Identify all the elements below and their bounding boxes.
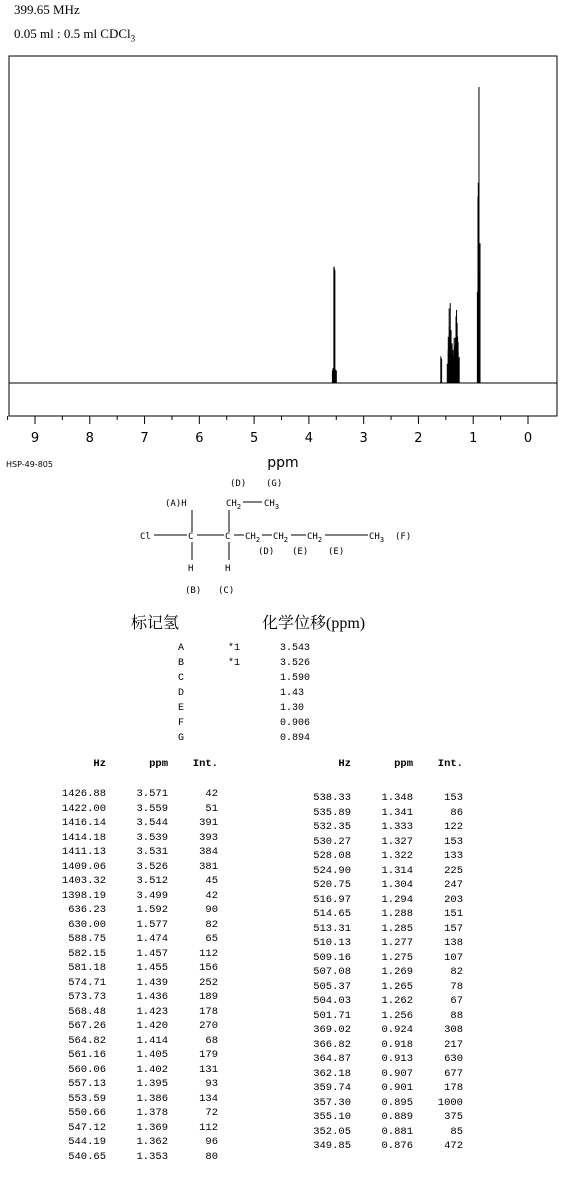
cell-hz: 352.05	[313, 1125, 351, 1138]
cell-hz: 1426.88	[61, 788, 106, 800]
cell-hz: 538.33	[313, 792, 351, 804]
shift-header: 化学位移(ppm)	[262, 615, 366, 632]
table-row	[48, 991, 218, 1006]
cell-ppm: 0.901	[381, 1082, 413, 1094]
cell-hz: 514.65	[313, 908, 351, 920]
cell-int: 677	[444, 1067, 463, 1080]
cell-ppm: 1.577	[136, 918, 168, 931]
table-row	[293, 995, 463, 1010]
table-row	[293, 1126, 463, 1141]
table-row	[48, 846, 218, 861]
cell-ppm: 3.571	[136, 788, 168, 800]
cell-ppm: 1.256	[381, 1009, 413, 1022]
tick-label: 2	[414, 431, 423, 446]
table-row	[48, 933, 218, 948]
cell-int: 156	[199, 962, 218, 974]
cell-int: 122	[444, 821, 463, 833]
table-row	[293, 1082, 463, 1097]
ch2-c: $CH_2$	[307, 532, 323, 544]
cell-ppm: 1.592	[136, 904, 168, 916]
table-row	[48, 890, 218, 905]
cell-int: 384	[199, 846, 218, 858]
cell-hz: 636.23	[68, 904, 106, 916]
cell-hz: 561.16	[68, 1049, 106, 1061]
cell-ppm: 1.262	[381, 995, 413, 1007]
table-row	[293, 1111, 463, 1126]
shift-note: *1	[228, 658, 241, 669]
cell-hz: 507.08	[313, 966, 351, 978]
ch2-top: $CH_2$	[226, 499, 242, 511]
cell-int: 247	[444, 879, 463, 891]
table-row	[48, 861, 218, 876]
cell-ppm: 1.436	[136, 991, 168, 1003]
shift-row	[178, 656, 350, 671]
tick-label: 1	[469, 431, 478, 446]
peak-marks	[332, 87, 480, 383]
table-row	[293, 879, 463, 894]
cell-int: 153	[444, 792, 463, 804]
shift-value: 3.526	[280, 658, 311, 669]
cell-int: 252	[199, 976, 218, 989]
cell-ppm: 0.881	[381, 1125, 413, 1138]
cell-hz: 544.19	[68, 1136, 106, 1148]
table-row	[48, 1093, 218, 1108]
shift-note	[228, 701, 280, 716]
shift-label: F	[178, 718, 185, 729]
cell-hz: 513.31	[313, 922, 351, 935]
chlorine: Cl	[140, 532, 151, 542]
shift-label: E	[178, 703, 185, 714]
tick-label: 6	[195, 431, 204, 446]
cell-int: 67	[450, 995, 463, 1007]
cell-int: 134	[199, 1092, 218, 1105]
cell-ppm: 1.455	[136, 962, 168, 974]
cell-hz: 582.15	[68, 947, 106, 960]
ch2-b: $CH_2$	[273, 532, 289, 544]
tick-label: 9	[30, 431, 40, 446]
cell-ppm: 1.386	[136, 1092, 168, 1105]
table-row	[293, 894, 463, 909]
cell-hz: 364.87	[313, 1053, 351, 1065]
table-row	[48, 832, 218, 847]
table-row	[48, 904, 218, 919]
h-bottom-1: H	[188, 564, 194, 574]
cell-ppm: 0.924	[381, 1024, 413, 1036]
shift-row	[178, 671, 350, 686]
shift-row	[178, 731, 350, 746]
table-row	[48, 1078, 218, 1093]
header-ppm: ppm	[149, 758, 168, 770]
shift-note	[228, 686, 280, 701]
cell-hz: 516.97	[313, 893, 351, 906]
shift-note	[228, 716, 280, 731]
cell-int: 178	[199, 1005, 218, 1018]
cell-int: 82	[205, 918, 218, 931]
table-row	[293, 937, 463, 952]
nmr-spectrum-chart	[0, 50, 570, 472]
cell-int: 308	[444, 1024, 463, 1036]
cell-int: 138	[444, 937, 463, 949]
cell-hz: 504.03	[313, 995, 351, 1007]
cell-hz: 349.85	[313, 1140, 351, 1152]
table-row	[48, 1064, 218, 1079]
table-row	[48, 962, 218, 977]
cell-int: 178	[444, 1082, 463, 1094]
cell-hz: 366.82	[313, 1038, 351, 1051]
shift-row	[178, 701, 350, 716]
cell-ppm: 1.265	[381, 980, 413, 993]
shift-value: 1.30	[280, 703, 305, 714]
cell-int: 1000	[437, 1096, 463, 1109]
ch3-end: $CH_3$	[369, 532, 385, 544]
cell-ppm: 1.405	[136, 1049, 168, 1061]
cell-int: 90	[205, 904, 218, 916]
x-axis-label: ppm	[267, 455, 299, 471]
cell-hz: 564.82	[68, 1034, 106, 1047]
table-row	[293, 836, 463, 851]
cell-ppm: 1.341	[381, 806, 413, 819]
cell-hz: 567.26	[68, 1020, 106, 1032]
cell-int: 630	[444, 1053, 463, 1065]
cell-int: 65	[205, 933, 218, 945]
cell-ppm: 1.294	[381, 893, 413, 906]
cell-ppm: 1.327	[381, 835, 413, 848]
tick-label: 4	[304, 431, 314, 446]
cell-int: 42	[205, 889, 218, 902]
table-row	[293, 1053, 463, 1068]
table-row	[48, 875, 218, 890]
table-row	[293, 1024, 463, 1039]
cell-ppm: 1.474	[136, 933, 168, 945]
cell-hz: 355.10	[313, 1111, 351, 1123]
cell-ppm: 1.277	[381, 937, 413, 949]
table-row	[293, 1140, 463, 1155]
shift-note	[228, 731, 280, 746]
table-row	[293, 865, 463, 880]
cell-hz: 535.89	[313, 806, 351, 819]
cell-ppm: 0.889	[381, 1111, 413, 1123]
cell-int: 85	[450, 1125, 463, 1138]
cell-int: 93	[205, 1078, 218, 1090]
cell-int: 112	[199, 1121, 218, 1134]
table-row	[293, 1068, 463, 1083]
spectrometer-frequency: 399.65 MHz	[14, 2, 80, 17]
cell-int: 82	[450, 966, 463, 978]
cell-hz: 588.75	[68, 933, 106, 945]
cell-ppm: 1.348	[381, 792, 413, 804]
cell-int: 203	[444, 893, 463, 906]
label-f: (F)	[395, 532, 412, 542]
carbon-1: C	[188, 532, 194, 542]
cell-hz: 501.71	[313, 1009, 351, 1022]
cell-hz: 1409.06	[61, 860, 106, 873]
label-e-2: (E)	[328, 547, 345, 557]
cell-int: 381	[199, 860, 218, 873]
shift-value: 1.590	[280, 673, 311, 684]
cell-hz: 532.35	[313, 821, 351, 833]
table-row	[293, 1039, 463, 1054]
cell-int: 68	[205, 1034, 218, 1047]
table-row	[48, 1020, 218, 1035]
peak-table-header	[48, 758, 218, 778]
header-ppm: ppm	[394, 758, 413, 770]
shift-note	[228, 671, 280, 686]
shift-value: 1.43	[280, 688, 305, 699]
cell-hz: 540.65	[68, 1150, 106, 1163]
table-row	[48, 1107, 218, 1122]
cell-hz: 573.73	[68, 991, 106, 1003]
cell-hz: 630.00	[68, 918, 106, 931]
cell-hz: 574.71	[68, 976, 106, 989]
cell-hz: 1411.13	[61, 846, 106, 858]
cell-ppm: 3.539	[136, 831, 168, 844]
cell-hz: 547.12	[68, 1121, 106, 1134]
cell-ppm: 1.423	[136, 1005, 168, 1018]
cell-ppm: 1.304	[381, 879, 413, 891]
label-g-top: (G)	[266, 479, 283, 489]
cell-hz: 359.74	[313, 1082, 351, 1094]
cell-int: 88	[450, 1009, 463, 1022]
cell-ppm: 1.269	[381, 966, 413, 978]
cell-int: 51	[205, 802, 218, 815]
cell-ppm: 3.512	[136, 875, 168, 887]
cell-ppm: 0.876	[381, 1140, 413, 1152]
shift-note: *1	[228, 643, 241, 654]
cell-ppm: 1.275	[381, 951, 413, 964]
table-row	[293, 792, 463, 807]
cell-int: 157	[444, 922, 463, 935]
cell-hz: 1398.19	[61, 889, 106, 902]
cell-int: 86	[450, 806, 463, 819]
cell-ppm: 0.895	[381, 1096, 413, 1109]
cell-int: 45	[205, 875, 218, 887]
cell-int: 472	[444, 1140, 463, 1152]
cell-int: 375	[444, 1111, 463, 1123]
x-axis-tick-labels	[31, 431, 532, 446]
cell-int: 151	[444, 908, 463, 920]
table-row	[293, 981, 463, 996]
table-row	[293, 908, 463, 923]
cell-hz: 509.16	[313, 951, 351, 964]
label-a: (A)H	[165, 499, 187, 509]
cell-hz: 1416.14	[61, 817, 106, 829]
sample-subscript: 3	[130, 33, 136, 44]
cell-hz: 528.08	[313, 850, 351, 862]
cell-ppm: 1.369	[136, 1121, 168, 1134]
table-row	[48, 977, 218, 992]
label-d-top: (D)	[230, 479, 247, 489]
h-bottom-2: H	[225, 564, 231, 574]
peak-table-left	[48, 758, 218, 1165]
cell-ppm: 1.457	[136, 947, 168, 960]
cell-hz: 568.48	[68, 1005, 106, 1018]
cell-hz: 362.18	[313, 1067, 351, 1080]
header-int: Int.	[192, 758, 218, 770]
table-row	[48, 1035, 218, 1050]
table-row	[293, 1010, 463, 1025]
label-c: (C)	[218, 586, 235, 596]
label-d-mid: (D)	[258, 547, 275, 557]
cell-ppm: 1.439	[136, 976, 168, 989]
cell-int: 133	[444, 850, 463, 862]
cell-hz: 1403.32	[61, 875, 106, 887]
table-row	[293, 966, 463, 981]
tick-label: 8	[85, 431, 94, 446]
cell-ppm: 3.544	[136, 817, 168, 829]
cell-ppm: 3.526	[136, 860, 168, 873]
cell-ppm: 1.314	[381, 864, 413, 877]
cell-ppm: 1.285	[381, 922, 413, 935]
cell-int: 153	[444, 835, 463, 848]
cell-ppm: 1.402	[136, 1063, 168, 1076]
sample-composition	[14, 26, 135, 44]
cell-ppm: 1.395	[136, 1078, 168, 1090]
label-e-1: (E)	[292, 547, 309, 557]
plot-frame	[9, 56, 557, 416]
cell-ppm: 1.420	[136, 1020, 168, 1032]
cell-hz: 560.06	[68, 1063, 106, 1076]
cell-ppm: 1.362	[136, 1136, 168, 1148]
cell-hz: 530.27	[313, 835, 351, 848]
cell-hz: 524.90	[313, 864, 351, 877]
cell-hz: 557.13	[68, 1078, 106, 1090]
cell-int: 112	[199, 947, 218, 960]
cell-ppm: 3.559	[136, 802, 168, 815]
cell-int: 131	[199, 1063, 218, 1076]
shift-row	[178, 716, 350, 731]
peak-table-right	[293, 758, 463, 1155]
cell-ppm: 0.907	[381, 1067, 413, 1080]
cell-int: 42	[205, 788, 218, 800]
shift-label: B	[178, 658, 185, 669]
cell-int: 107	[444, 951, 463, 964]
table-row	[293, 952, 463, 967]
table-row	[48, 1049, 218, 1064]
sample-text: 0.05 ml : 0.5 ml CDCl	[14, 26, 131, 41]
shift-table	[178, 641, 350, 746]
ch3-top: $CH_3$	[264, 499, 280, 511]
cell-hz: 520.75	[313, 879, 351, 891]
cell-hz: 505.37	[313, 980, 351, 993]
cell-hz: 510.13	[313, 937, 351, 949]
header-hz: Hz	[93, 758, 106, 770]
cell-int: 189	[199, 991, 218, 1003]
shift-value: 0.894	[280, 733, 311, 744]
table-row	[293, 1097, 463, 1112]
cell-hz: 581.18	[68, 962, 106, 974]
header-hz: Hz	[338, 758, 351, 770]
cell-ppm: 1.288	[381, 908, 413, 920]
table-row	[48, 919, 218, 934]
cell-int: 80	[205, 1150, 218, 1163]
table-row	[48, 803, 218, 818]
tick-label: 0	[523, 431, 533, 446]
cell-hz: 553.59	[68, 1092, 106, 1105]
table-row	[48, 1006, 218, 1021]
peak-table-header	[293, 758, 463, 778]
tick-label: 3	[359, 431, 368, 446]
cell-ppm: 1.353	[136, 1150, 168, 1163]
table-row	[293, 821, 463, 836]
shift-row	[178, 686, 350, 701]
cell-hz: 1422.00	[61, 802, 106, 815]
cell-ppm: 1.414	[136, 1034, 168, 1047]
cell-int: 96	[205, 1136, 218, 1148]
cell-ppm: 3.499	[136, 889, 168, 902]
ch2-a: $CH_2$	[245, 532, 261, 544]
shift-value: 0.906	[280, 718, 311, 729]
table-row	[293, 850, 463, 865]
cell-ppm: 1.333	[381, 821, 413, 833]
shift-label: A	[178, 643, 185, 654]
table-row	[48, 1151, 218, 1166]
table-row	[293, 807, 463, 822]
x-axis-ticks	[8, 416, 528, 424]
structure-diagram	[140, 476, 430, 601]
table-row	[48, 948, 218, 963]
cell-int: 217	[444, 1038, 463, 1051]
label-b: (B)	[185, 586, 202, 596]
cell-hz: 550.66	[68, 1107, 106, 1119]
cell-int: 78	[450, 980, 463, 993]
cell-int: 179	[199, 1049, 218, 1061]
carbon-2: C	[225, 532, 231, 542]
compound-code: HSP-49-805	[6, 460, 53, 469]
cell-ppm: 1.322	[381, 850, 413, 862]
cell-int: 391	[199, 817, 218, 829]
cell-ppm: 1.378	[136, 1107, 168, 1119]
cell-int: 393	[199, 831, 218, 844]
cell-ppm: 0.918	[381, 1038, 413, 1051]
table-row	[293, 923, 463, 938]
cell-ppm: 3.531	[136, 846, 168, 858]
cell-ppm: 0.913	[381, 1053, 413, 1065]
shift-row	[178, 641, 350, 656]
table-row	[48, 788, 218, 803]
cell-hz: 357.30	[313, 1096, 351, 1109]
cell-hz: 369.02	[313, 1024, 351, 1036]
cell-int: 225	[444, 864, 463, 877]
table-row	[48, 817, 218, 832]
cell-hz: 1414.18	[61, 831, 106, 844]
shift-label: D	[178, 688, 185, 699]
shift-label: C	[178, 673, 185, 684]
tick-label: 7	[140, 431, 149, 446]
shift-value: 3.543	[280, 643, 311, 654]
table-row	[48, 1136, 218, 1151]
header-int: Int.	[437, 758, 463, 770]
cell-int: 270	[199, 1020, 218, 1032]
cell-int: 72	[205, 1107, 218, 1119]
label-header: 标记氢	[131, 615, 180, 632]
table-row	[48, 1122, 218, 1137]
shift-label: G	[178, 733, 185, 744]
tick-label: 5	[249, 431, 259, 446]
